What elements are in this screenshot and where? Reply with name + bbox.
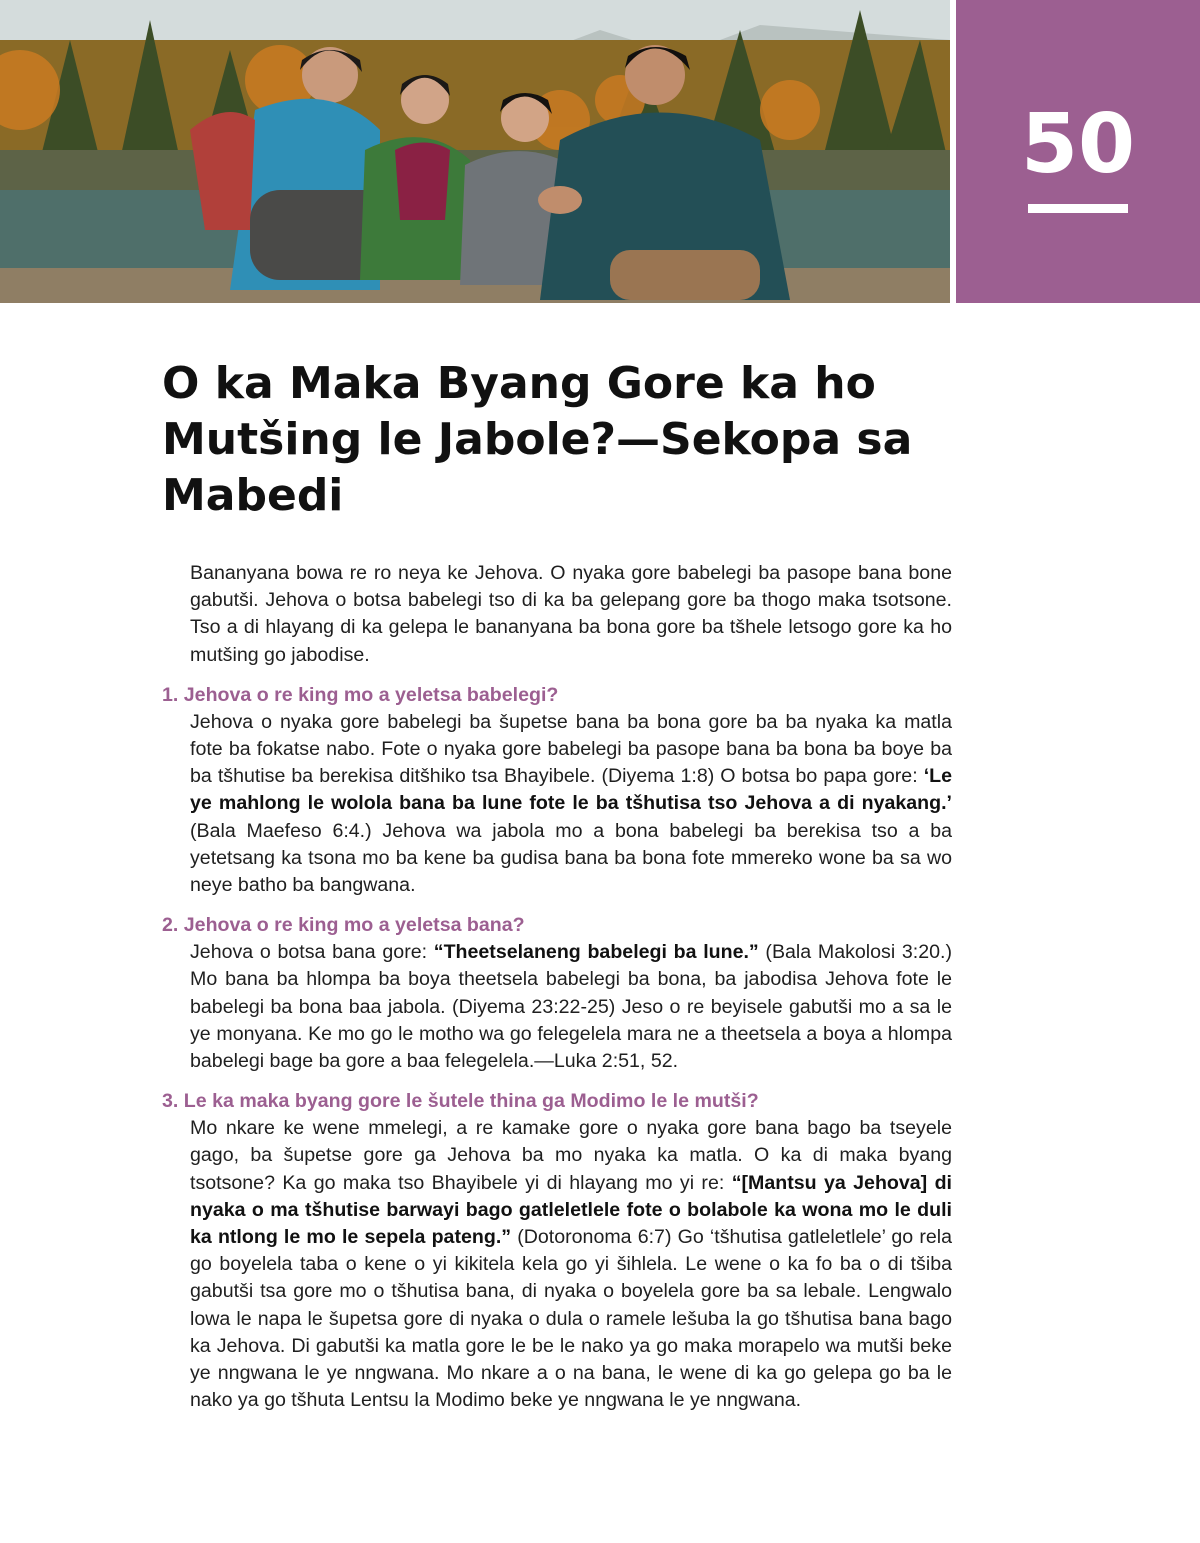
section-text: Jehova o botsa bana gore:	[190, 941, 434, 964]
section-text: (Dotoronoma 6:7) Go ‘tšhutisa gatleletlele’ go rela go boyelela taba o kene o yi kikitela kela go yi šihlela. Le wene o ka fo ba o di tšiba gabutši tsa gore mo o tšhutisa bana, di nyaka o boyelela gore ba sa lebale. Lengwalo lowa le napa le šupetsa gore di nyaka o dula o ramele lešuba la go tšhutisa bana bago ka Jehova. Di gabutši ka matla gore le be le nako ya go maka morapelo wa mutši beke ye nngwana le ye nngwana. Mo nkare a o na bana, le wene di ka go gelepa go ba le nako ya go tšhuta Lentsu la Modimo beke ye nngwana le ye nngwana.	[190, 1226, 952, 1412]
bible-quote: “[Mantsu ya Jehova] di nyaka o ma tšhutise barwayi bago gatleletlele fote o bolabole ka wona mo le duli ka ntlong le mo le sepela pateng.”	[190, 1171, 952, 1249]
lesson-content	[162, 560, 952, 1414]
lesson-number-box	[956, 0, 1200, 303]
section-text: (Bala Maefeso 6:4.) Jehova wa jabola mo a bona babelegi ba berekisa tso a ba yetetsang ka tsona mo ba kene ba gudisa bana ba bona fote mmereko wone ba sa wo neye batho ba bangwana.	[190, 819, 952, 897]
section-paragraph-1	[190, 709, 952, 899]
section-text: (Bala Makolosi 3:20.) Mo bana ba hlompa ba boya theetsela babelegi ba bona, ba jabodisa Jehova fote le babelegi ba bona baa jabola. (Diyema 23:22-25) Jeso o re beyisele gabutši mo a sa le ye monyana. Ke mo go le motho wa go felegelela mara ne a theetsela a boya a hlompa babelegi bage ba gore a baa felegelela.—Luka 2:51, 52.	[190, 941, 952, 1073]
family-photo	[0, 0, 950, 303]
section-paragraph-3	[190, 1115, 952, 1414]
section-text: Jehova o nyaka gore babelegi ba šupetse bana ba bona gore ba ba nyaka ka matla fote ba fokatse nabo. Fote o nyaka gore babelegi ba pasope bana ba bona ba boye ba ba tšhutise ba berekisa ditšhiko tsa Bhayibele. (Diyema 1:8) O botsa bo papa gore:	[190, 710, 952, 788]
lesson-underline	[1028, 204, 1128, 213]
page-title: O ka Maka Byang Gore ka ho Mutšing le Jabole?—Sekopa sa Mabedi	[162, 358, 913, 521]
intro-paragraph: Bananyana bowa re ro neya ke Jehova. O nyaka gore babelegi ba pasope bana bone gabutši. Jehova o botsa babelegi tso di ka ba gelepang gore ba thogo maka tsotsone. Tso a di hlayang di ka gelepa le bananyana ba bona gore ba tšhele letsogo gore ka ho mutšing go jabodise.	[190, 562, 952, 666]
section-heading-3: 3. Le ka maka byang gore le šutele thina ga Modimo le le mutši?	[162, 1090, 759, 1113]
lesson-number: 50	[1020, 97, 1136, 192]
section-heading-2: 2. Jehova o re king mo a yeletsa bana?	[162, 914, 525, 937]
section-paragraph-2	[190, 939, 952, 1075]
bible-quote: ‘Le ye mahlong le wolola bana ba lune fote le ba tšhutisa tso Jehova a di nyakang.’	[190, 765, 952, 815]
section-heading-1: 1. Jehova o re king mo a yeletsa babelegi?	[162, 683, 559, 706]
section-text: Mo nkare ke wene mmelegi, a re kamake gore o nyaka gore bana bago ba tseyele gago, ba šupetse gore ga Jehova ba mo nyaka ka matla. O ka di maka byang tsotsone? Ka go maka tso Bhayibele yi di hlayang mo yi re:	[190, 1117, 952, 1194]
family-illustration	[0, 0, 950, 303]
bible-quote: “Theetselaneng babelegi ba lune.”	[433, 941, 759, 964]
